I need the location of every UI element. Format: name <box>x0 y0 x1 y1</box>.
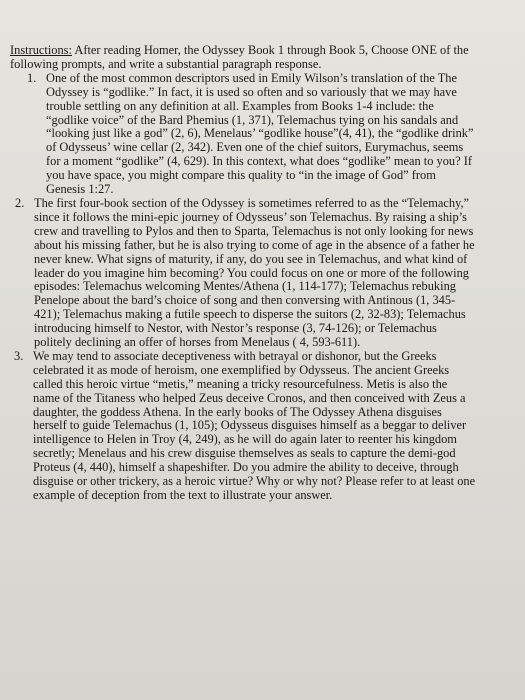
prompt-number: 3. <box>14 348 24 363</box>
assignment-text <box>10 44 476 503</box>
instructions-text: After reading Homer, the Odyssey Book 1 through Book 5, Choose ONE of the following prompts, and write a substantial paragraph response. <box>10 43 469 71</box>
prompt-list <box>10 72 476 503</box>
instructions-paragraph <box>10 44 476 72</box>
prompt-item-1 <box>27 72 476 197</box>
prompt-number: 2. <box>15 195 25 210</box>
prompt-item-2 <box>15 197 476 350</box>
prompt-item-3 <box>14 350 476 503</box>
prompt-number: 1. <box>27 70 37 85</box>
instructions-label: Instructions: <box>10 43 72 57</box>
prompt-text: The first four-book section of the Odyssey is sometimes referred to as the “Telemachy,” since it follows the mini-epic journey of Odysseus’ son Telemachus. By raising a ship’s crew and travelling to Pylos and then to Sparta, Telemachus is not only looking for news about his missing father, but he is also trying to come of age in the absence of a father he never knew. What signs of maturity, if any, do you see in Telemachus, and what kind of leader do you imagine him becoming? You could focus on one or more of the following episodes: Telemachus welcoming Mentes/Athena (1, 114-177); Telemachus rebuking Penelope about the bard’s choice of song and then conversing with Antinous (1, 345-421); Telemachus making a futile speech to disperse the suitors (2, 32-83); Telemachus introducing himself to Nestor, with Nestor’s response (3, 74-126); or Telemachus politely declining an offer of horses from Menelaus ( 4, 593-611). <box>34 195 475 350</box>
prompt-text: We may tend to associate deceptiveness with betrayal or dishonor, but the Greeks celebrated it as mode of heroism, one exemplified by Odysseus. The ancient Greeks called this heroic virtue “metis,” meaning a tricky resourcefulness. Metis is also the name of the Titaness who helped Zeus deceive Cronos, and then conceived with Zeus a daughter, the goddess Athena. In the early books of The Odyssey Athena disguises herself to guide Telemachus (1, 105); Odysseus disguises himself as a beggar to deliver intelligence to Helen in Troy (4, 249), as he will do again later to reenter his kingdom secretly; Menelaus and his crew disguise themselves as seals to capture the demi-god Proteus (4, 440), himself a shapeshifter. Do you admire the ability to deceive, through disguise or other trickery, as a heroic virtue? Why or why not? Please refer to at least one example of deception from the text to illustrate your answer. <box>33 348 476 502</box>
prompt-text: One of the most common descriptors used in Emily Wilson’s translation of the The Odyssey is “godlike.” In fact, it is used so often and so variously that we may have trouble settling on any definition at all. Examples from Books 1-4 include: the “godlike voice” of the Bard Phemius (1, 371), Telemachus tying on his sandals and “looking just like a god” (2, 6), Menelaus’ “godlike house”(4, 41), the “godlike drink” of Odysseus’ wine cellar (2, 342). Even one of the chief suitors, Eurymachus, seems for a moment “godlike” (4, 629). In this context, what does “godlike” mean to you? If you have space, you might compare this quality to “in the image of God” from Genesis 1:27. <box>46 70 474 197</box>
